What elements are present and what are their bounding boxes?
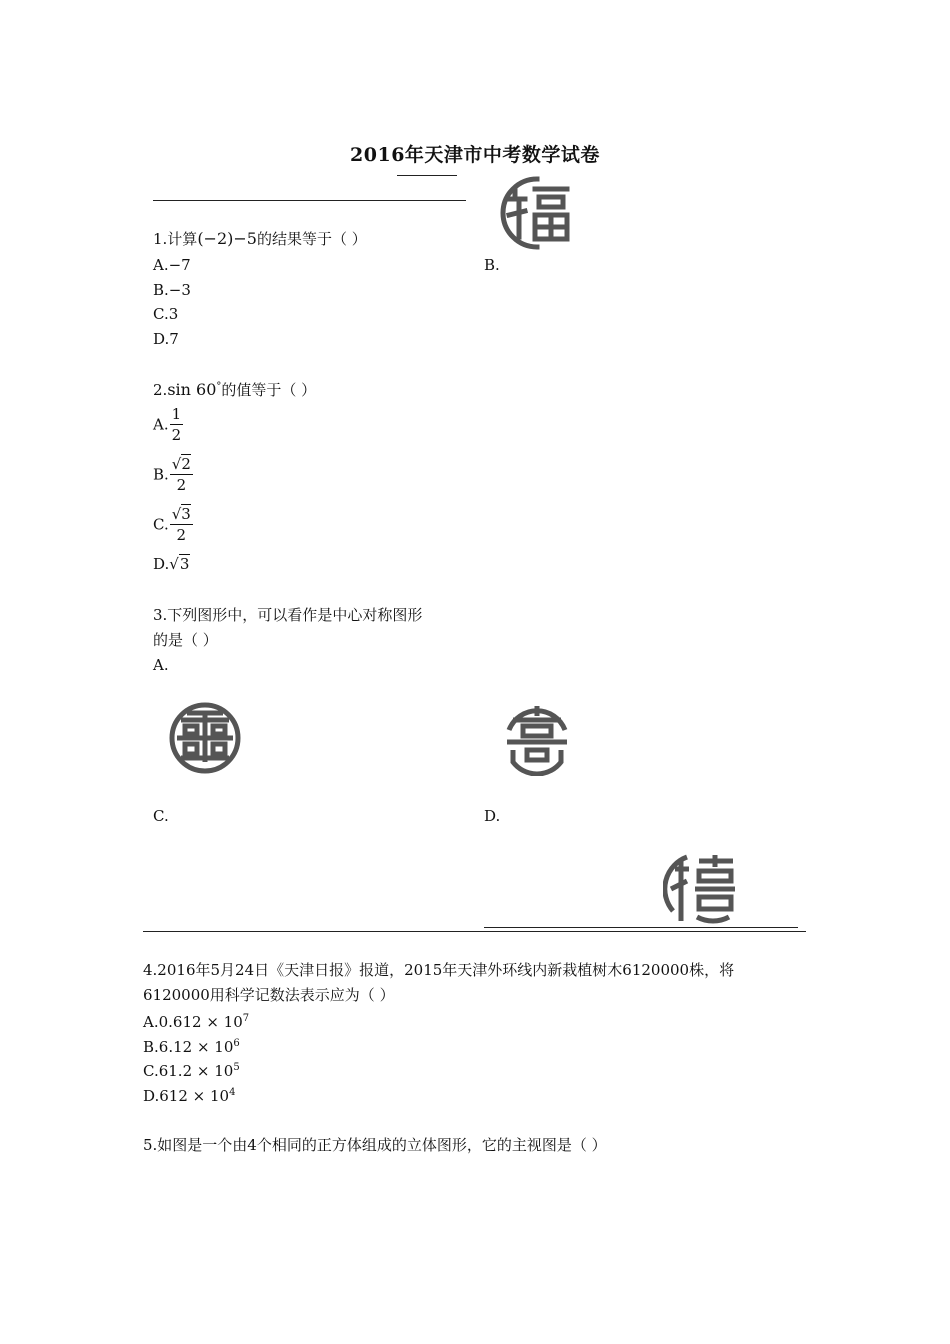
q4-c-exponent: 5 — [233, 1062, 240, 1073]
q3-stem-line2: 的是（ ） — [153, 631, 218, 649]
q4-c-base: 61.2 × 10 — [158, 1062, 234, 1080]
q1-option-b: B.−3 — [153, 281, 191, 299]
q4-option-c — [143, 1061, 240, 1081]
q1-suffix: 的结果等于（ ） — [256, 230, 367, 248]
q2-degree: ° — [216, 381, 222, 392]
q2-c-numerator: √3 — [171, 505, 191, 523]
q2-b-denominator: 2 — [176, 476, 187, 494]
q2-stem — [153, 380, 316, 400]
q2-option-a-fraction — [170, 404, 184, 445]
q1-option-c: C.3 — [153, 305, 179, 323]
q4-b-exponent: 6 — [233, 1038, 240, 1049]
q2-a-numerator: 1 — [171, 405, 182, 423]
q2-option-b-fraction — [170, 454, 193, 495]
divider-full — [143, 931, 806, 932]
q2-suffix: 的值等于（ ） — [221, 381, 317, 399]
q2-option-a — [153, 404, 183, 445]
q4-option-a — [143, 1012, 249, 1032]
seal-fu-image — [499, 175, 575, 251]
q3-label-b: B. — [484, 256, 500, 274]
q3-stem-line1: 3.下列图形中，可以看作是中心对称图形 — [153, 606, 423, 624]
divider-right — [484, 927, 798, 928]
q4-a-label: A. — [143, 1013, 159, 1031]
q2-c-radicand: 3 — [181, 505, 191, 523]
q4-option-b — [143, 1037, 240, 1057]
q2-option-b-label: B. — [153, 465, 169, 484]
q2-option-d — [153, 554, 190, 574]
q2-option-c-fraction — [170, 504, 193, 545]
page-title: 2016年天津市中考数学试卷 — [350, 144, 600, 166]
q1-option-d: D.7 — [153, 330, 179, 348]
q4-d-label: D. — [143, 1087, 160, 1105]
q1-expression: (−2)−5 — [197, 229, 257, 248]
q2-d-radicand: 3 — [179, 555, 190, 573]
q4-b-base: 6.12 × 10 — [158, 1038, 234, 1056]
seal-shou-image — [167, 700, 243, 776]
q2-option-b — [153, 454, 193, 495]
q1-option-a: A.−7 — [153, 256, 191, 274]
q2-option-c — [153, 504, 193, 545]
q2-option-a-label: A. — [153, 415, 169, 434]
q2-c-denominator: 2 — [176, 526, 187, 544]
q2-prefix: 2. — [153, 381, 168, 399]
q1-stem — [153, 229, 367, 249]
q3-label-c: C. — [153, 807, 169, 825]
q4-d-exponent: 4 — [229, 1087, 236, 1098]
q4-d-base: 612 × 10 — [159, 1087, 230, 1105]
seal-xi-image — [499, 700, 575, 776]
q2-option-d-label: D. — [153, 555, 170, 573]
q2-a-denominator: 2 — [171, 426, 182, 444]
divider-left-top — [153, 200, 466, 201]
q5-stem: 5.如图是一个由4个相同的正方体组成的立体图形，它的主视图是（ ） — [143, 1136, 607, 1154]
q2-option-c-label: C. — [153, 515, 169, 534]
q2-b-radicand: 2 — [181, 455, 191, 473]
q4-c-label: C. — [143, 1062, 159, 1080]
q4-b-label: B. — [143, 1038, 159, 1056]
q4-a-exponent: 7 — [242, 1013, 250, 1024]
title-underline — [397, 175, 457, 176]
q2-expression: sin 60 — [167, 380, 217, 399]
q4-a-base: 0.612 × 10 — [158, 1013, 243, 1031]
q2-option-d-sqrt: √3 — [169, 555, 190, 573]
q4-stem-line2: 6120000用科学记数法表示应为（ ） — [143, 986, 395, 1004]
q3-label-a: A. — [153, 656, 169, 674]
q1-prefix: 1.计算 — [153, 230, 198, 248]
seal-xi2-image — [663, 851, 739, 927]
q4-stem-line1: 4.2016年5月24日《天津日报》报道，2015年天津外环线内新栽植树木6120000株，将 — [143, 961, 735, 979]
q2-b-numerator: √2 — [171, 455, 191, 473]
q3-label-d: D. — [484, 807, 501, 825]
q4-option-d — [143, 1086, 235, 1106]
